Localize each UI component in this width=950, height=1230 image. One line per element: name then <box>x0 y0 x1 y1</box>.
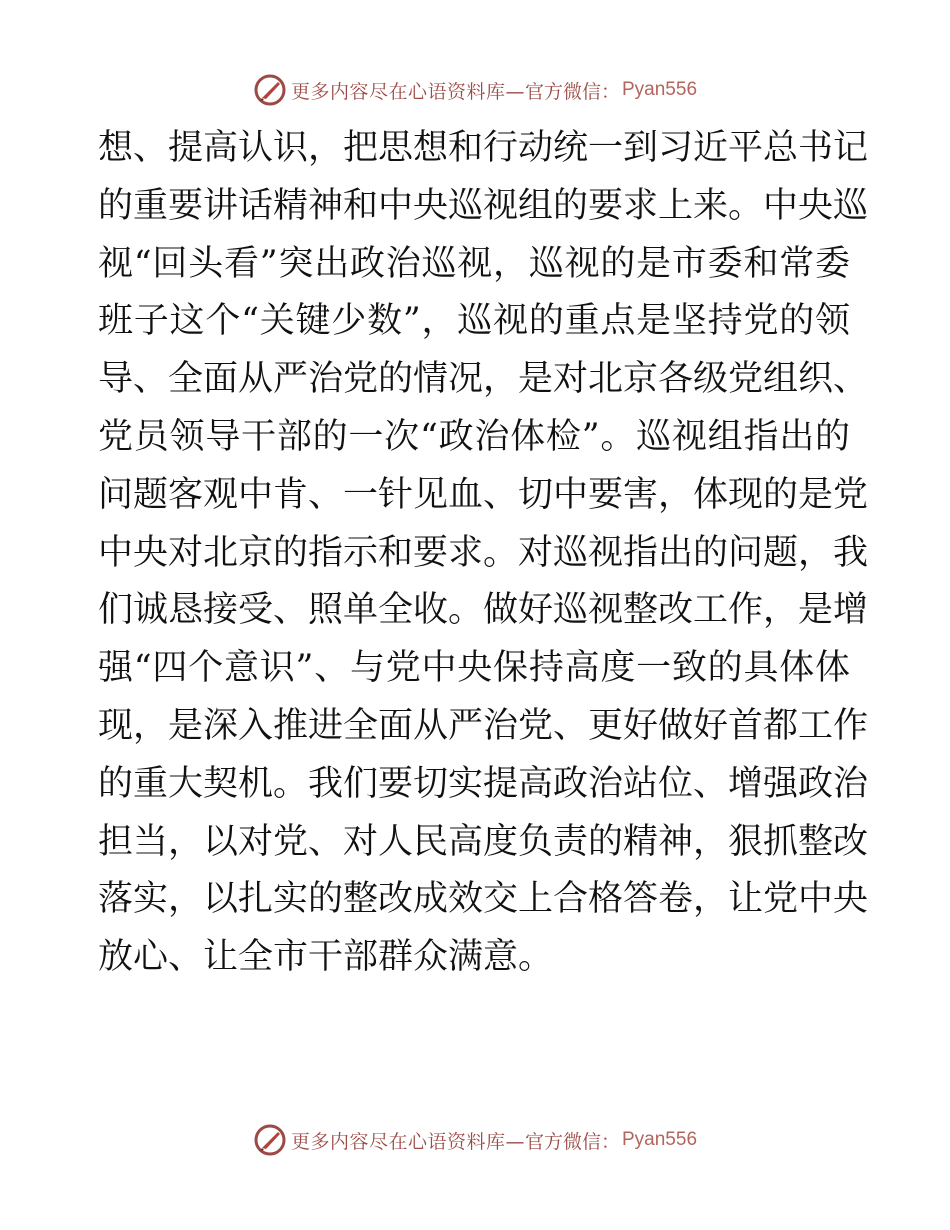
header-watermark <box>0 70 950 110</box>
body-line: 视“回头看”突出政治巡视，巡视的是市委和常委 <box>98 243 850 284</box>
body-line: 党员领导干部的一次“政治体检”。巡视组指出的 <box>98 416 850 457</box>
body-line: 想、提高认识，把思想和行动统一到习近平总书记 <box>98 128 869 168</box>
watermark-text: 更多内容尽在心语资料库— <box>290 80 525 103</box>
body-line: 导、全面从严治党的情况，是对北京各级党组织、 <box>98 359 869 400</box>
quill-logo-icon <box>253 73 287 107</box>
watermark-text: 更多内容尽在心语资料库— <box>290 1130 525 1153</box>
body-line: 强“四个意识”、与党中央保持高度一致的具体体 <box>98 648 850 689</box>
body-line: 问题客观中肯、一针见血、切中要害，体现的是党 <box>98 474 869 515</box>
body-line: 放心、让全市干部群众满意。 <box>98 937 554 978</box>
document-body <box>98 120 869 987</box>
watermark-wechat-id: Pyan556 <box>622 79 698 100</box>
body-line: 们诚恳接受、照单全收。做好巡视整改工作，是增 <box>98 590 869 631</box>
body-line: 担当，以对党、对人民高度负责的精神，狠抓整改 <box>98 821 869 862</box>
body-line: 班子这个“关键少数”，巡视的重点是坚持党的领 <box>98 301 850 342</box>
body-line: 的重大契机。我们要切实提高政治站位、增强政治 <box>98 763 869 804</box>
body-line: 的重要讲话精神和中央巡视组的要求上来。中央巡 <box>98 185 869 226</box>
body-line: 中央对北京的指示和要求。对巡视指出的问题，我 <box>98 532 869 573</box>
quill-logo-icon <box>253 1123 287 1157</box>
watermark-wechat-label: 官方微信： <box>524 1130 620 1153</box>
body-line: 现，是深入推进全面从严治党、更好做好首都工作 <box>98 705 869 746</box>
body-line: 落实，以扎实的整改成效交上合格答卷，让党中央 <box>98 879 869 920</box>
footer-watermark <box>0 1120 950 1160</box>
watermark-wechat-label: 官方微信： <box>524 80 620 103</box>
watermark-wechat-id: Pyan556 <box>622 1129 698 1150</box>
